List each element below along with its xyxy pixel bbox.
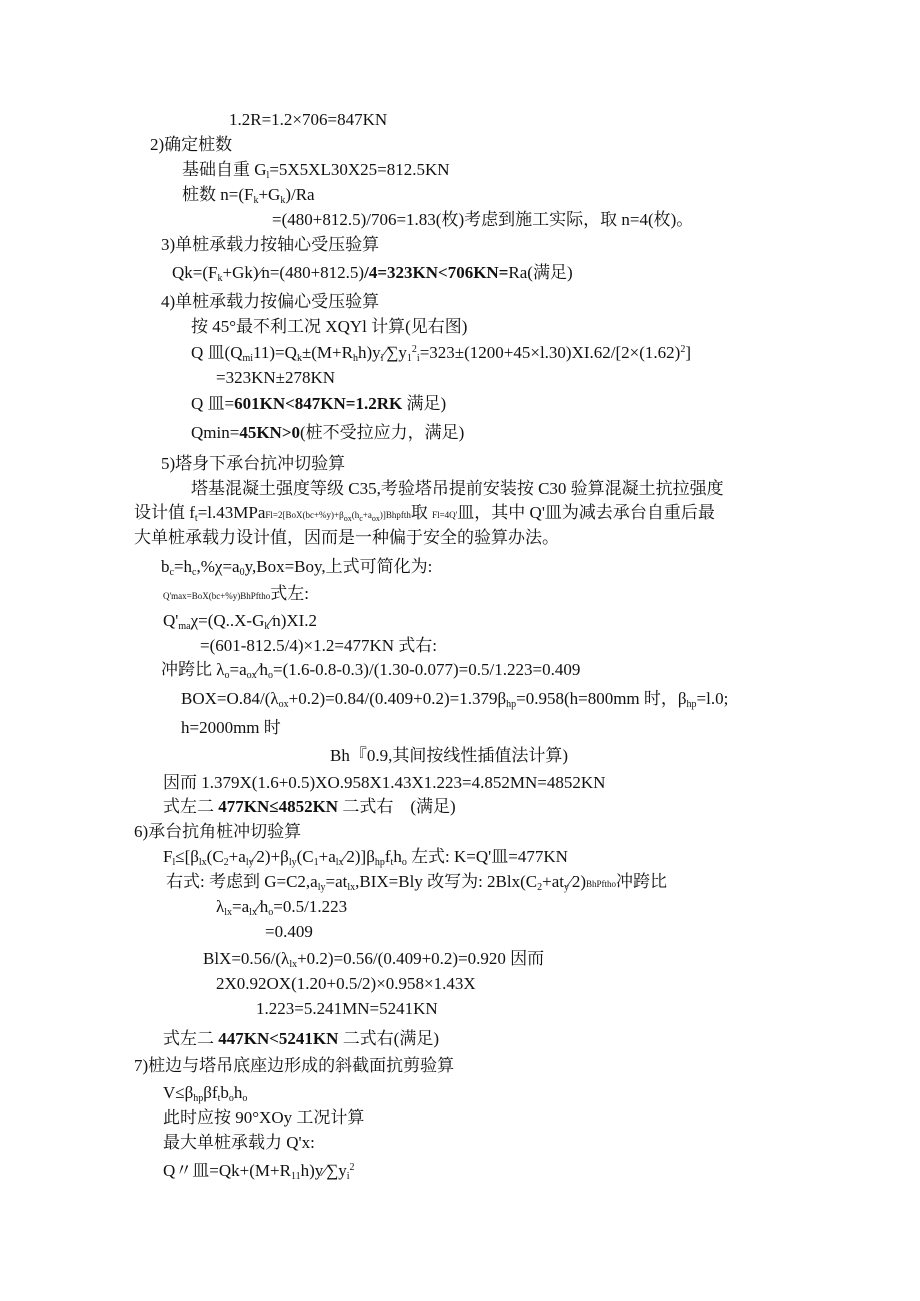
text-line (163, 610, 317, 632)
subscript: k (217, 273, 223, 284)
tiny-formula: (h (351, 510, 360, 520)
seg: +0.2)=0.84/(0.409+0.2)=1.379β (288, 689, 507, 708)
subscript: o (401, 857, 407, 868)
seg: =l.43MPa (197, 503, 266, 522)
seg: Q 皿(Q (191, 343, 243, 362)
bold-seg: 45KN>0 (239, 423, 300, 442)
superscript: 2 (349, 1162, 355, 1173)
text-line: 塔基混凝土强度等级 C35,考验塔吊提前安装按 C30 验算混凝土抗拉强度 (191, 479, 724, 498)
seg: Ra(满足) (508, 263, 573, 282)
subscript: hp (193, 1093, 204, 1104)
bold-seg: 601KN<847KN=1.2RK (234, 394, 403, 413)
seg: 11)=Q (253, 343, 297, 362)
subscript: lx (198, 857, 207, 868)
subscript: l (266, 170, 270, 181)
seg: 右式: 考虑到 G=C2,a (166, 872, 318, 891)
text-line: =(601-812.5/4)×1.2=477KN 式右: (200, 636, 437, 655)
section-heading: 5)塔身下承台抗冲切验算 (161, 454, 346, 473)
text-line: 1.223=5.241MN=5241KN (256, 999, 438, 1018)
seg: ,%χ=a (196, 557, 240, 576)
tiny-formula: Fl=2[BoX(bc+%y)+β (265, 510, 344, 520)
text-line (172, 262, 573, 284)
seg: h)y⁄∑y (300, 1161, 347, 1180)
seg: ±(M+R (301, 343, 353, 362)
subscript: o (268, 907, 274, 918)
seg: ≤[β (175, 847, 199, 866)
seg: )/Ra (285, 185, 315, 204)
subscript: ox (343, 514, 352, 523)
seg: 皿，其中 Q'皿为减去承台自重后最 (457, 503, 715, 522)
subscript: i (380, 353, 384, 364)
formula-line (181, 688, 728, 710)
text-line: 大单桩承载力设计值，因而是一种偏于安全的验算办法。 (134, 528, 559, 547)
text-line: 1.2R=1.2×706=847KN (229, 110, 388, 129)
text-line (182, 159, 450, 181)
text-line: 此时应按 90°XOy 工况计算 (163, 1108, 365, 1127)
text-line (163, 583, 309, 607)
seg: =323±(1200+45×l.30)XI.62/[2×(1.62) (419, 343, 681, 362)
formula-line (163, 1082, 247, 1104)
seg: b (220, 1083, 229, 1102)
section-heading: 7)桩边与塔吊底座边形成的斜截面抗剪验算 (134, 1056, 455, 1075)
seg: 二式右 (满足) (338, 797, 456, 816)
seg: h (393, 847, 402, 866)
subscript: k (296, 353, 302, 364)
seg: χ=(Q..X-G (190, 611, 265, 630)
subscript: t (194, 513, 198, 524)
seg: =a (232, 897, 250, 916)
seg: V≤β (163, 1083, 194, 1102)
seg: +G (258, 185, 281, 204)
superscript: 2 (680, 344, 686, 355)
subscript: 1 (313, 857, 319, 868)
text-line: h=2000mm 时 (181, 718, 281, 737)
bold-seg: /4=323KN<706KN= (364, 263, 509, 282)
seg: =0.5/1.223 (273, 897, 348, 916)
seg: 左式: K=Q'皿=477KN (406, 847, 568, 866)
seg: 基础自重 G (182, 160, 267, 179)
text-line (134, 502, 715, 526)
subscript: lx (249, 907, 257, 918)
seg: =5X5XL30X25=812.5KN (269, 160, 450, 179)
seg: Qk=(F (172, 263, 218, 282)
subscript: lx (335, 857, 344, 868)
seg: F (163, 847, 173, 866)
subscript: 1 (406, 353, 412, 364)
text-line: =0.409 (265, 922, 313, 941)
text-line: Bh『0.9,其间按线性插值法计算) (330, 746, 568, 765)
seg: ⁄∑y (383, 343, 407, 362)
seg: y,Box=Boy,上式可简化为: (244, 557, 433, 576)
seg: 冲跨比 λ (161, 660, 225, 679)
seg: =0.958(h=800mm 时，β (516, 689, 687, 708)
seg: h (233, 1083, 243, 1102)
formula-line (203, 948, 544, 970)
text-line: 2X0.92OX(1.20+0.5/2)×0.958×1.43X (216, 974, 476, 993)
tiny-formula: Fl=4Q' (432, 510, 458, 520)
seg: ⁄n)XI.2 (269, 611, 318, 630)
seg: 二式右(满足) (338, 1029, 440, 1048)
seg: λ (216, 897, 225, 916)
subscript: ox (278, 699, 289, 710)
subscript: i (346, 1171, 350, 1182)
subscript: k (253, 195, 259, 206)
subscript: o (242, 1093, 248, 1104)
subscript: 2 (223, 857, 229, 868)
seg: ⁄h (256, 897, 269, 916)
seg: =l.0; (696, 689, 729, 708)
subscript: lx (289, 959, 298, 970)
subscript: c (192, 567, 197, 578)
text-line (191, 422, 464, 444)
tiny-formula: )]Bhpfth (379, 510, 411, 520)
subscript: t (217, 1093, 221, 1104)
formula-line (163, 1160, 354, 1182)
seg: Q〃皿=Qk+(M+R (163, 1161, 291, 1180)
seg: =h (173, 557, 193, 576)
seg: =a (229, 660, 247, 679)
subscript: ly (317, 882, 326, 893)
subscript: l (172, 857, 176, 868)
text-line (182, 184, 315, 206)
seg: ] (685, 343, 691, 362)
formula-line (163, 846, 568, 868)
seg: ⁄h (256, 660, 268, 679)
seg: ⁄2) (568, 872, 586, 891)
subscript: h (352, 353, 358, 364)
seg: 冲跨比 (616, 872, 667, 891)
seg: BlX=0.56/(λ (203, 949, 290, 968)
seg: 式左二 (163, 1029, 219, 1048)
seg: 满足) (402, 394, 447, 413)
seg: +a (228, 847, 246, 866)
tiny-formula: BhPftho (585, 879, 616, 889)
seg: βf (203, 1083, 218, 1102)
seg: 式左: (270, 584, 309, 603)
text-line: 因而 1.379X(1.6+0.5)XO.958X1.43X1.223=4.852MN=4852KN (163, 773, 606, 792)
seg: f (384, 847, 391, 866)
subscript: c (359, 514, 363, 523)
seg: ⁄2)+β (253, 847, 289, 866)
text-line: 按 45°最不利工况 XQYl 计算(见右图) (191, 317, 468, 336)
subscript: ma (178, 621, 191, 632)
subscript: ox (246, 670, 257, 681)
subscript: o (267, 670, 273, 681)
subscript: mi (242, 353, 254, 364)
subscript: lx (347, 882, 356, 893)
seg: (C (206, 847, 224, 866)
seg: Q' (163, 611, 179, 630)
text-line (161, 556, 432, 578)
bold-seg: 447KN<5241KN (218, 1029, 339, 1048)
seg: Q 皿= (191, 394, 235, 413)
seg: +at (542, 872, 564, 891)
subscript: ox (371, 514, 380, 523)
seg: b (161, 557, 170, 576)
seg: 式左二 (163, 797, 219, 816)
seg: (C (296, 847, 314, 866)
text-line: 最大单桩承载力 Q'x: (163, 1133, 315, 1152)
subscript: ly (288, 857, 297, 868)
seg: ⁄2)]β (343, 847, 375, 866)
subscript: 11 (290, 1171, 301, 1182)
seg: +0.2)=0.56/(0.409+0.2)=0.920 因而 (297, 949, 545, 968)
seg: 桩数 n=(F (182, 185, 254, 204)
text-line (191, 393, 446, 415)
seg: +a (318, 847, 336, 866)
section-heading: 2)确定桩数 (150, 135, 233, 154)
section-heading: 6)承台抗角桩冲切验算 (134, 822, 302, 841)
tiny-formula: Q'max=BoX(bc+%y)BhPftho (163, 591, 271, 601)
section-heading: 4)单桩承载力按偏心受压验算 (161, 292, 380, 311)
superscript: 2 (411, 344, 417, 355)
seg: ,BIX=Bly 改写为: 2Blx(C (355, 872, 538, 891)
formula-line (161, 659, 580, 681)
seg: =at (325, 872, 348, 891)
text-line: =(480+812.5)/706=1.83(枚)考虑到施工实际，取 n=4(枚)。 (272, 210, 694, 229)
seg: BOX=O.84/(λ (181, 689, 279, 708)
subscript: y (563, 882, 569, 893)
subscript: k (280, 195, 286, 206)
subscript: ly (245, 857, 254, 868)
formula-line (166, 871, 667, 895)
subscript: 2 (537, 882, 543, 893)
seg: 设计值 f (134, 503, 195, 522)
subscript: hp (686, 699, 697, 710)
seg: Qmin= (191, 423, 240, 442)
subscript: lx (224, 907, 233, 918)
subscript: hp (374, 857, 385, 868)
subscript: i (416, 353, 420, 364)
seg: (桩不受拉应力，满足) (300, 423, 465, 442)
bold-seg: 477KN≤4852KN (218, 797, 339, 816)
section-heading: 3)单桩承载力按轴心受压验算 (161, 235, 380, 254)
subscript: t (390, 857, 394, 868)
text-line (163, 1028, 439, 1050)
subscript: o (224, 670, 230, 681)
seg: =(1.6-0.8-0.3)/(1.30-0.077)=0.5/1.223=0.409 (272, 660, 581, 679)
subscript: hp (506, 699, 517, 710)
text-line: =323KN±278KN (216, 368, 336, 387)
seg: h)y (357, 343, 381, 362)
formula-line (216, 896, 347, 918)
formula-line (191, 342, 691, 364)
text-line (163, 796, 456, 818)
subscript: c (169, 567, 174, 578)
subscript: o (228, 1093, 234, 1104)
seg: 取 (410, 503, 433, 522)
tiny-formula: +a (362, 510, 372, 520)
subscript: k (264, 621, 270, 632)
subscript: 0 (239, 567, 245, 578)
seg: +Gk)⁄n=(480+812.5) (222, 263, 365, 282)
